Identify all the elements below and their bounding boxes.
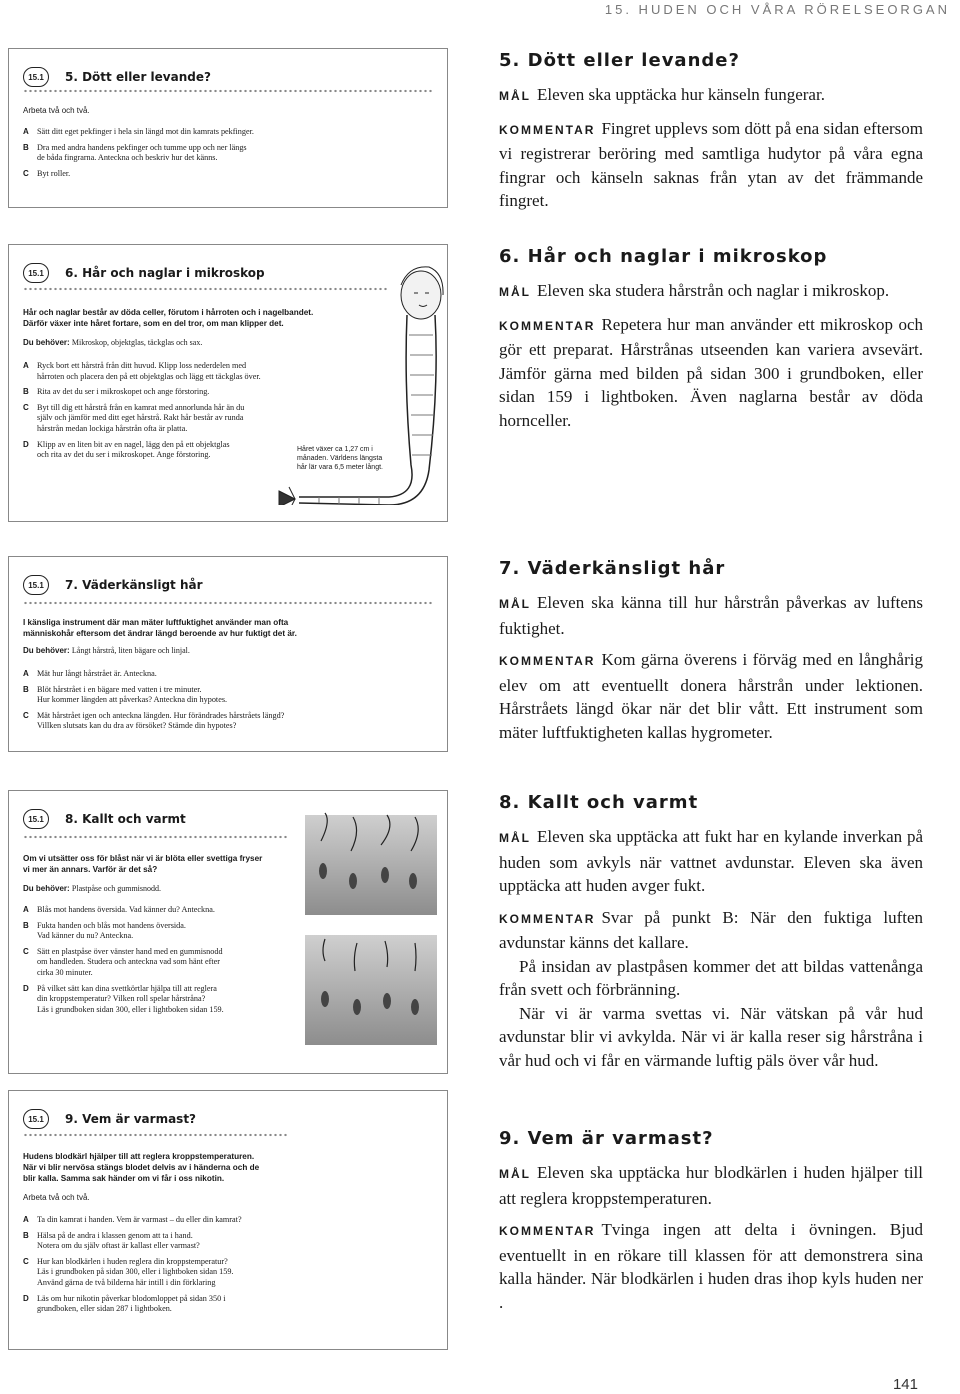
section-heading: 7. Väderkänsligt hår [499,558,726,579]
goal-label: MÅL [499,831,531,845]
step-text: Ryck bort ett hårstrå från ditt huvud. Klipp loss nederdelen med hårroten och placera den på ett objektglas och lägg ett täckglas över. [37,361,261,381]
dotted-divider [23,1133,287,1137]
card-intro: Arbeta två och två. [23,1193,90,1202]
goal-paragraph [499,83,923,109]
step-letter: A [23,127,29,136]
chapter-badge: 15.1 [23,809,49,829]
comment-section-9 [499,1128,923,1322]
comment-paragraph [499,117,923,213]
goal-label: MÅL [499,285,531,299]
step-item [23,1231,293,1252]
page-number: 141 [892,1376,918,1393]
goal-text: Eleven ska upptäcka hur känseln fungerar. [537,85,825,104]
card-title: 6. Hår och naglar i mikroskop [65,266,265,280]
materials-line [23,883,161,894]
materials-line [23,645,190,656]
card-header [23,263,265,283]
card-header [23,67,211,87]
step-letter: A [23,1215,29,1224]
goal-label: MÅL [499,1167,531,1181]
step-text: Sätt ditt eget pekfinger i hela sin längd mot din kamrats pekfinger. [37,127,254,136]
comment-label: KOMMENTAR [499,318,596,333]
comment-paragraph [499,648,923,744]
step-item [23,905,273,916]
step-text: Fukta handen och blås mot handens översida. Vad känner du nu? Anteckna. [37,920,186,941]
step-item [23,685,433,706]
step-list [23,669,433,737]
skin-cross-section-illustration [301,811,441,1051]
worksheet-card-6 [8,244,448,522]
chapter-badge: 15.1 [23,67,49,87]
step-item [23,169,433,180]
worksheet-card-9 [8,1090,448,1350]
comment-section-8 [499,792,923,1072]
card-lead: Om vi utsätter oss för blåst när vi är blöta eller svettiga fryser vi mer än annars. Varför är det så? [23,854,263,874]
materials-line [23,337,202,348]
comment-text: Svar på punkt B: När den fuktiga luften avdunstar känns det kallare. [499,907,923,952]
comment-paragraph-2: På insidan av plastpåsen kommer det att bildas vattenånga från svett och förbränning. [499,956,923,999]
step-text: På vilket sätt kan dina svettkörtlar hjälpa till att reglera din kroppstemperatur? Vilken roll spelar hårstråna? Läs i grundboken sidan 300, eller i lightboken sidan 159. [37,983,224,1014]
card-title: 9. Vem är varmast? [65,1112,197,1126]
step-letter: A [23,905,29,914]
card-header [23,575,203,595]
step-letter: B [23,684,29,694]
dotted-divider [23,601,433,605]
card-title: 7. Väderkänsligt hår [65,578,203,592]
materials-label: Du behöver: [23,338,70,347]
step-text: Klipp av en liten bit av en nagel, lägg den på ett objektglas och rita av det du ser i mikroskopet. Ange förstoring. [37,439,230,460]
step-text: Byt roller. [37,168,71,178]
step-letter: B [23,142,29,152]
step-item [23,127,433,138]
step-item [23,984,273,1016]
goal-label: MÅL [499,89,531,103]
chapter-badge: 15.1 [23,1109,49,1129]
goal-paragraph [499,279,923,305]
comment-section-6 [499,246,923,440]
comment-paragraph [499,313,923,433]
goal-paragraph [499,591,923,640]
step-letter: C [23,710,29,720]
step-text: Blöt hårstrået i en bägare med vatten i tre minuter. Hur kommer längden att påverkas? Anteckna din hypotes. [37,684,228,705]
comment-label: KOMMENTAR [499,122,596,137]
step-text: Rita av det du ser i mikroskopet och ange förstoring. [37,387,210,397]
step-item [23,947,273,979]
materials-text: Plastpåse och gummisnodd. [71,884,162,893]
step-letter: D [23,1293,29,1303]
step-text: Läs om hur nikotin påverkar blodomloppet på sidan 350 i grundboken, eller sidan 287 i lightboken. [37,1293,226,1314]
step-letter: C [23,1256,29,1266]
step-item [23,1215,293,1226]
long-hair-woman-illustration [239,265,449,505]
goal-text: Eleven ska upptäcka att fukt har en kylande inverkan på huden som avkyls när vattnet avdunstar. Eleven ska även upptäcka att huden avger fukt. [499,827,923,895]
step-letter: C [23,946,29,956]
card-title: 5. Dött eller levande? [65,70,211,84]
comment-paragraph [499,906,923,955]
step-letter: B [23,387,29,397]
comment-label: KOMMENTAR [499,911,596,926]
step-text: Ta din kamrat i handen. Vem är varmast – du eller din kamrat? [37,1215,242,1224]
step-list [23,127,433,184]
step-list [23,1215,293,1320]
comment-section-5 [499,50,923,221]
illustration-caption: Håret växer ca 1,27 cm i månaden. Världens längsta hår lär vara 6,5 meter långt. [297,446,383,471]
comment-paragraph-3: När vi är varma svettas vi. När vätskan på vår hud avdunstar blir vi avkylda. När vi är kalla reser sig hårstråna i vår hud och vi får en värmande luftig päls över vår hud. [499,1003,923,1070]
materials-label: Du behöver: [23,884,70,893]
step-item [23,711,433,732]
comment-label: KOMMENTAR [499,1224,596,1238]
materials-text: Långt hårstrå, liten bägare och linjal. [71,646,190,655]
section-heading: 5. Dött eller levande? [499,50,740,71]
step-text: Sätt en plastpåse över vänster hand med en gummisnodd om handleden. Studera och anteckna vad som hänt efter cirka 30 minuter. [37,946,223,977]
step-letter: B [23,920,29,930]
card-lead: I känsliga instrument där man mäter luftfuktighet använder man ofta människohår eftersom det ändrar längd beroende av hur fuktigt det är. [23,618,297,638]
step-letter: C [23,168,29,178]
card-lead: Hudens blodkärl hjälper till att reglera kroppstemperaturen. När vi blir nervösa stängs blodet delvis av i händerna och de blir kalla. Samma sak händer om vi får i oss nikotin. [23,1152,260,1183]
section-heading: 9. Vem är varmast? [499,1128,714,1149]
materials-text: Mikroskop, objektglas, täckglas och sax. [71,338,203,347]
step-item [23,669,433,680]
goal-paragraph [499,1161,923,1210]
step-letter: C [23,402,29,412]
step-item [23,921,273,942]
step-list [23,905,273,1020]
goal-paragraph [499,825,923,898]
chapter-badge: 15.1 [23,575,49,595]
chapter-badge: 15.1 [23,263,49,283]
step-text: Blås mot handens översida. Vad känner du? Anteckna. [37,905,215,914]
step-text: Mät hårstrået igen och anteckna längden. Hur förändrades hårstråets längd? Villken slutsats kan du dra av försöket? Stämde din hypotes? [37,710,285,731]
running-head: 15. HUDEN OCH VÅRA RÖRELSEORGAN [604,2,950,17]
goal-text: Eleven ska upptäcka hur blodkärlen i huden hjälper till att reglera kroppstemperaturen. [499,1163,923,1208]
comment-paragraph [499,1218,923,1314]
goal-text: Eleven ska studera hårstrån och naglar i mikroskop. [537,281,890,300]
step-text: Hur kan blodkärlen i huden reglera din kroppstemperatur? Läs i grundboken på sidan 300, eller i lightboken sidan 159. Använd gärna de två bilderna här intill i din förklaring [37,1256,234,1287]
step-letter: B [23,1230,29,1240]
step-letter: D [23,983,29,993]
comment-label: KOMMENTAR [499,654,596,668]
section-heading: 8. Kallt och varmt [499,792,699,813]
dotted-divider [23,835,287,839]
card-header [23,809,186,829]
comment-text: Fingret upplevs som dött på ena sidan eftersom vi registrerar beröring med samtliga hudytor på våra egna fingrar och känseln saknas från ytan av det främmande fingret. [499,118,923,210]
worksheet-card-8 [8,790,448,1074]
materials-label: Du behöver: [23,646,70,655]
step-text: Mät hur långt hårstrået är. Anteckna. [37,669,157,678]
step-text: Hälsa på de andra i klassen genom att ta i hand. Notera om du själv oftast är kallast eller varmast? [37,1230,200,1251]
comment-text: Repetera hur man använder ett mikroskop och gör ett preparat. Hårstrånas utseenden kan variera avsevärt. Jämför gärna med bilden på sidan 300 i grundboken, eller sidan 159 i lightboken. Även naglarna består av döda hornceller. [499,314,923,430]
step-item [23,1294,293,1315]
comment-section-7 [499,558,923,752]
step-letter: A [23,669,29,678]
step-item [23,143,433,164]
card-title: 8. Kallt och varmt [65,812,186,826]
step-text: Dra med andra handens pekfinger och tumme upp och ner längs de båda fingrarna. Anteckna och beskriv hur det känns. [37,142,247,163]
goal-label: MÅL [499,597,531,611]
section-heading: 6. Hår och naglar i mikroskop [499,246,828,267]
goal-text: Eleven ska känna till hur hårstrån påverkas av luftens fuktighet. [499,593,923,638]
comment-text: Kom gärna överens i förväg med en långhårig elev om att eventuellt donera hårstrån under lektionen. Hårstråets längd ökar när det blir vått. Ett instrument som mäter luftfuktigheten kallas hygrometer. [499,650,923,742]
worksheet-card-7 [8,556,448,752]
step-text: Byt till dig ett hårstrå från en kamrat med annorlunda hår än du själv och jämför med ditt eget hårstrå. Rakt hår består av runda hårstrån medan lockiga hårstrån ofta är platta. [37,402,245,433]
comment-text: Tvinga ingen att delta i övningen. Bjud eventuellt in en rökare till klassen för att demonstrera sina kalla händer. När blodkärlen i huden dras ihop kyls huden ner . [499,1220,923,1312]
card-intro: Arbeta två och två. [23,106,90,115]
step-letter: A [23,361,29,370]
step-item [23,1257,293,1289]
worksheet-card-5 [8,48,448,208]
dotted-divider [23,89,433,93]
card-lead: Hår och naglar består av döda celler, förutom i hårroten och i nagelbandet. Därför växer inte håret fortare, som en del tror, om man klipper det. [23,308,314,328]
step-letter: D [23,439,29,449]
card-header [23,1109,196,1129]
